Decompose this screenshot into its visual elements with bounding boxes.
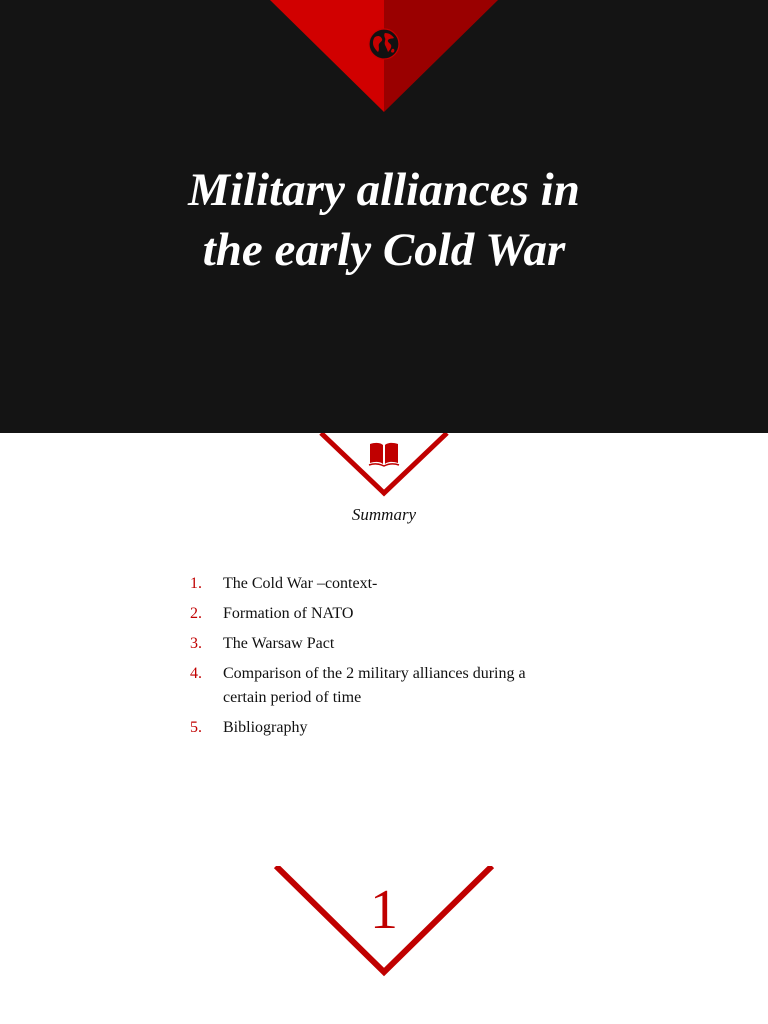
- toc-label: The Cold War –context-: [223, 575, 378, 592]
- summary-heading: Summary: [351, 505, 417, 524]
- book-icon: [368, 441, 400, 467]
- section-number: 1: [370, 879, 398, 941]
- title-line-2: the early Cold War: [202, 224, 566, 276]
- toc-label: Comparison of the 2 military alliances during a certain period of time: [223, 665, 526, 706]
- summary-slide: [0, 433, 768, 833]
- section-slide: [0, 866, 768, 1024]
- presentation-title: [0, 160, 768, 280]
- toc-number: 2.: [190, 605, 202, 622]
- title-line-1: Military alliances in: [188, 164, 580, 216]
- table-of-contents: [190, 572, 570, 746]
- title-slide: [0, 0, 768, 433]
- toc-item-2: [190, 602, 570, 626]
- toc-label: Bibliography: [223, 719, 308, 736]
- toc-number: 4.: [190, 665, 202, 682]
- toc-item-1: [190, 572, 570, 596]
- toc-number: 5.: [190, 719, 202, 736]
- globe-icon: [368, 28, 400, 60]
- toc-item-3: [190, 632, 570, 656]
- toc-label: The Warsaw Pact: [223, 635, 335, 652]
- toc-label: Formation of NATO: [223, 605, 354, 622]
- toc-item-5: [190, 716, 570, 740]
- toc-item-4: [190, 662, 570, 710]
- toc-number: 1.: [190, 575, 202, 592]
- toc-number: 3.: [190, 635, 202, 652]
